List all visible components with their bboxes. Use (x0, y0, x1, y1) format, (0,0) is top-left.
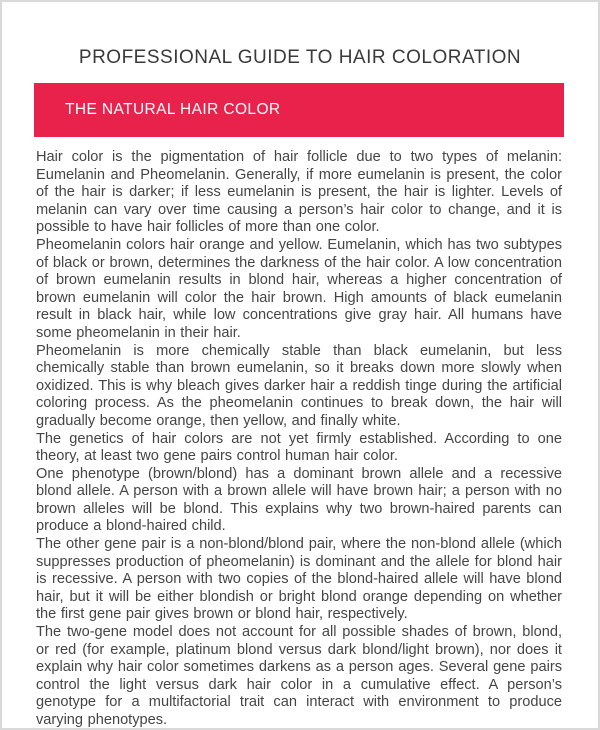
paragraph: The genetics of hair colors are not yet firmly established. According to one theory, at least two gene pairs control human hair color. (36, 430, 562, 465)
paragraph: One phenotype (brown/blond) has a dominant brown allele and a recessive blond allele. A person with a brown allele will have brown hair; a person with no brown alleles will be blond. This explains why two brown-haired parents can produce a blond-haired child. (36, 465, 562, 535)
paragraph: Pheomelanin is more chemically stable than black eumelanin, but less chemically stable than brown eumelanin, so it breaks down more slowly when oxidized. This is why bleach gives darker hair a reddish tinge during the artificial coloring process. As the pheomelanin continues to break down, the hair will gradually become orange, then yellow, and finally white. (36, 342, 562, 429)
article (36, 149, 562, 730)
section-banner (34, 83, 564, 137)
page-title: PROFESSIONAL GUIDE TO HAIR COLORATION (78, 47, 522, 68)
paragraph: The two-gene model does not account for all possible shades of brown, blond, or red (for example, platinum blond versus dark blond/light brown), nor does it explain why hair color sometimes darkens as a person ages. Several gene pairs control the light versus dark hair color in a cumulative effect. A person’s genotype for a multifactorial trait can interact with environment to produce varying phenotypes. (36, 624, 562, 728)
paragraph: Hair color is the pigmentation of hair follicle due to two types of melanin: Eumelanin and Pheomelanin. Generally, if more eumelanin is present, the color of the hair is darker; if less eumelanin is present, the hair is lighter. Levels of melanin can vary over time causing a person’s hair color to change, and it is possible to have hair follicles of more than one color. (36, 149, 562, 236)
paragraph: The other gene pair is a non-blond/blond pair, where the non-blond allele (which suppresses production of pheomelanin) is dominant and the allele for blond hair is recessive. A person with two copies of the blond-haired allele will have blond hair, but it will be either blondish or bright blond orange depending on whether the first gene pair gives brown or blond hair, respectively. (36, 536, 562, 623)
paragraph: Pheomelanin colors hair orange and yellow. Eumelanin, which has two subtypes of black or brown, determines the darkness of the hair color. A low concentration of brown eumelanin results in blond hair, whereas a higher concentration of brown eumelanin will color the hair brown. High amounts of black eumelanin result in black hair, while low concentrations give gray hair. All humans have some pheomelanin in their hair. (36, 236, 562, 341)
section-heading: THE NATURAL HAIR COLOR (65, 101, 281, 118)
